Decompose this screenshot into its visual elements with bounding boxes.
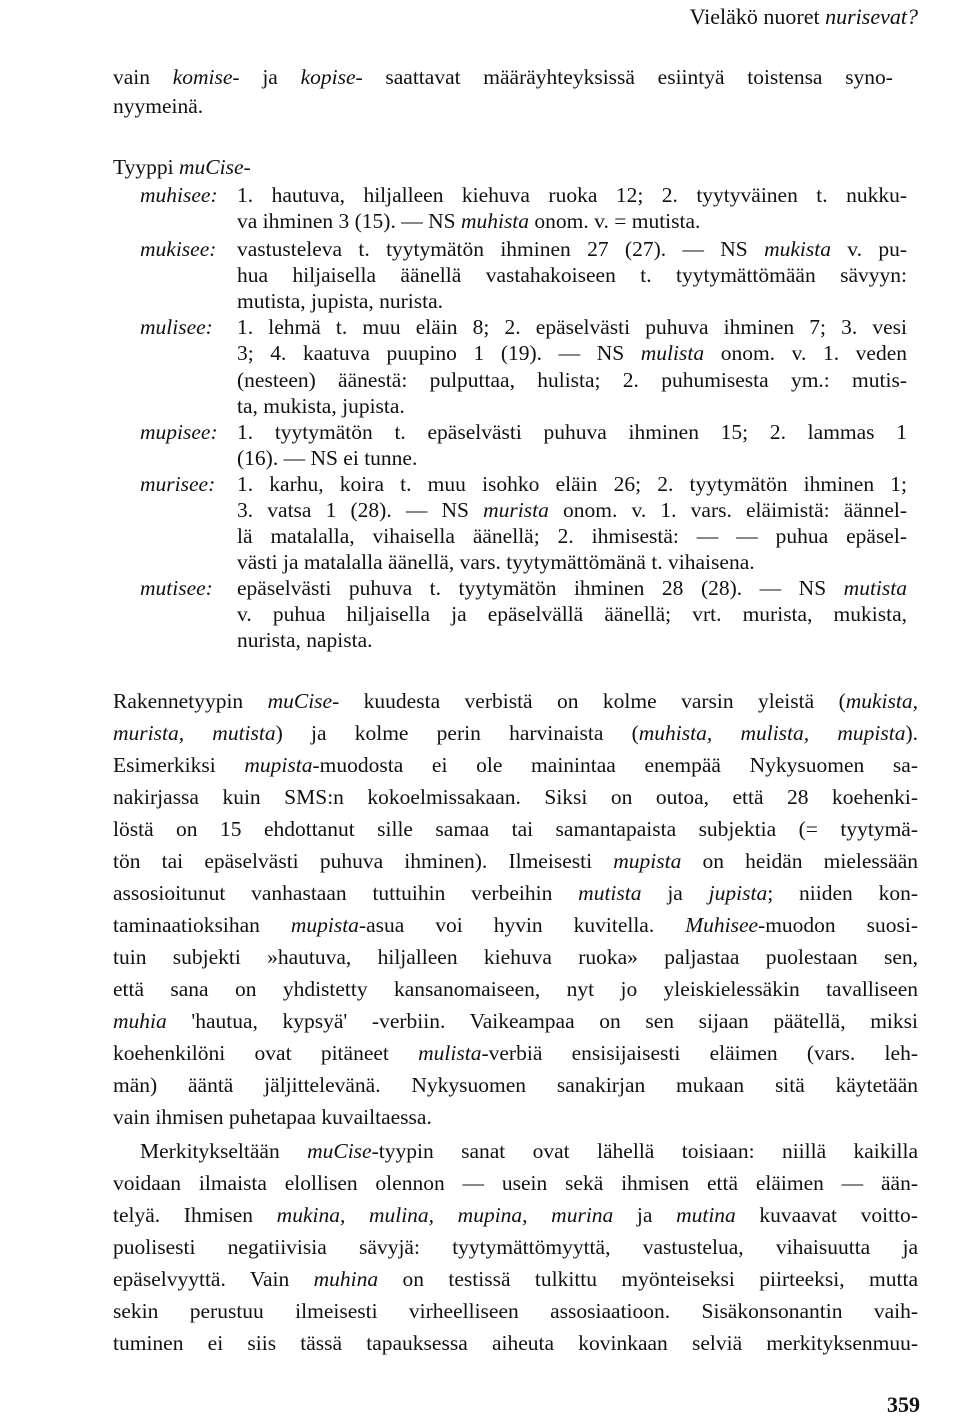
entry-line: 1. karhu, koira t. muu isohko eläin 26; 2. tyytymätön ihminen 1; [237,472,907,496]
entry-line: ta, mukista, jupista. [237,394,405,418]
entry-term: muhisee: [140,183,218,207]
paragraph-line: telyä. Ihmisen mukina, mulina, mupina, murina ja mutina kuvaavat voitto- [113,1203,918,1227]
header-italic: nurisevat? [825,4,918,29]
paragraph-line: Esimerkiksi mupista-muodosta ei ole mainintaa enempää Nykysuomen sa- [113,753,918,777]
entry-line: epäselvästi puhuva t. tyytymätön ihminen 28 (28). — NS mutista [237,576,907,600]
paragraph-line: taminaatioksihan mupista-asua voi hyvin kuvitella. Muhisee-muodon suosi- [113,913,918,937]
entry-line: hua hiljaisella äänellä vastahakoiseen t. tyytymättömään sävyyn: [237,263,907,287]
entry-line: 1. lehmä t. muu eläin 8; 2. epäselvästi puhuva ihminen 7; 3. vesi [237,315,907,339]
entry-term: murisee: [140,472,216,496]
paragraph-line: löstä on 15 ehdottanut sille samaa tai samantapaista subjektia (= tyytymä- [113,817,918,841]
paragraph-line: tuin subjekti »hautuva, hiljalleen kiehuva ruoka» paljastaa puolestaan sen, [113,945,918,969]
paragraph-line: epäselvyyttä. Vain muhina on testissä tulkittu myönteiseksi piirteeksi, mutta [113,1267,919,1291]
entry-line: mutista, jupista, nurista. [237,289,444,313]
entry-line: 3. vatsa 1 (28). — NS murista onom. v. 1. vars. eläimistä: äännel- [237,498,908,522]
paragraph-line: koehenkilöni ovat pitäneet mulista-verbiä ensisijaisesti eläimen (vars. leh- [113,1041,918,1065]
entry-term: mulisee: [140,315,213,339]
entry-term: mupisee: [140,420,218,444]
entry-line: v. puhua hiljaisella ja epäselvällä äänellä; vrt. murista, mukista, [237,602,907,626]
entry-line: (nesteen) äänestä: pulputtaa, hulista; 2. puhumisesta ym.: mutis- [237,368,907,392]
intro-line: vain komise- ja kopise- saattavat määräyhteyksissä esiintyä toistensa syno- [113,65,893,89]
paragraph-line: Merkitykseltään muCise-tyypin sanat ovat lähellä toisiaan: niillä kaikilla [140,1139,918,1163]
page-number: 359 [887,1392,920,1417]
entry-line: lä matalalla, vihaisella äänellä; 2. ihmisestä: — — puhua epäsel- [237,524,907,548]
entry-term: mutisee: [140,576,213,600]
paragraph-line: tön tai epäselvästi puhuva ihminen). Ilmeisesti mupista on heidän mielessään [113,849,918,873]
entry-line: vastusteleva t. tyytymätön ihminen 27 (27). — NS mukista v. pu- [237,237,907,261]
paragraph-line: nakirjassa kuin SMS:n kokoelmissakaan. Siksi on outoa, että 28 koehenki- [113,785,918,809]
paragraph-line: vain ihmisen puhetapaa kuvailtaessa. [113,1105,432,1129]
entry-line: västi ja matalalla äänellä, vars. tyytymättömänä t. vihaisena. [237,550,755,574]
paragraph-line: Rakennetyypin muCise- kuudesta verbistä on kolme varsin yleistä (mukista, [113,689,918,713]
intro-line: nyymeinä. [113,94,204,118]
entry-line: 1. hautuva, hiljalleen kiehuva ruoka 12; 2. tyytyväinen t. nukku- [237,183,907,207]
paragraph-line: että sana on yhdistetty kansanomaiseen, nyt jo yleiskielessäkin tavalliseen [113,977,918,1001]
paragraph-line: muhia 'hautua, kypsyä' -verbiin. Vaikeampaa on sen sijaan päätellä, miksi [113,1009,918,1033]
entry-term: mukisee: [140,237,217,261]
paragraph-line: män) ääntä jäljittelevänä. Nykysuomen sanakirjan mukaan sitä käytetään [113,1073,918,1097]
header-text: Vieläkö nuoret [689,4,826,29]
paragraph-line: voidaan ilmaista elollisen olennon — usein sekä ihmisen että eläimen — ään- [113,1171,918,1195]
entry-line: nurista, napista. [237,628,373,652]
paragraph-line: puolisesti negatiivisia sävyjä: tyytymättömyyttä, vastustelua, vihaisuutta ja [113,1235,918,1259]
running-header [690,4,918,30]
paragraph-line: sekin perustuu ilmeisesti virheelliseen assosiaatioon. Sisäkonsonantin vaih- [113,1299,918,1323]
section-heading: Tyyppi muCise- [113,155,251,179]
paragraph-line: tuminen ei siis tässä tapauksessa aiheuta kovinkaan selviä merkityksenmuu- [113,1331,918,1355]
entry-line: (16). — NS ei tunne. [237,446,418,470]
entry-line: 1. tyytymätön t. epäselvästi puhuva ihminen 15; 2. lammas 1 [237,420,907,444]
entry-line: va ihminen 3 (15). — NS muhista onom. v. = mutista. [237,209,701,233]
entry-line: 3; 4. kaatuva puupino 1 (19). — NS mulista onom. v. 1. veden [237,341,907,365]
paragraph-line: murista, mutista) ja kolme perin harvinaista (muhista, mulista, mupista). [113,721,919,745]
paragraph-line: assosioitunut vanhastaan tuttuihin verbeihin mutista ja jupista; niiden kon- [113,881,918,905]
